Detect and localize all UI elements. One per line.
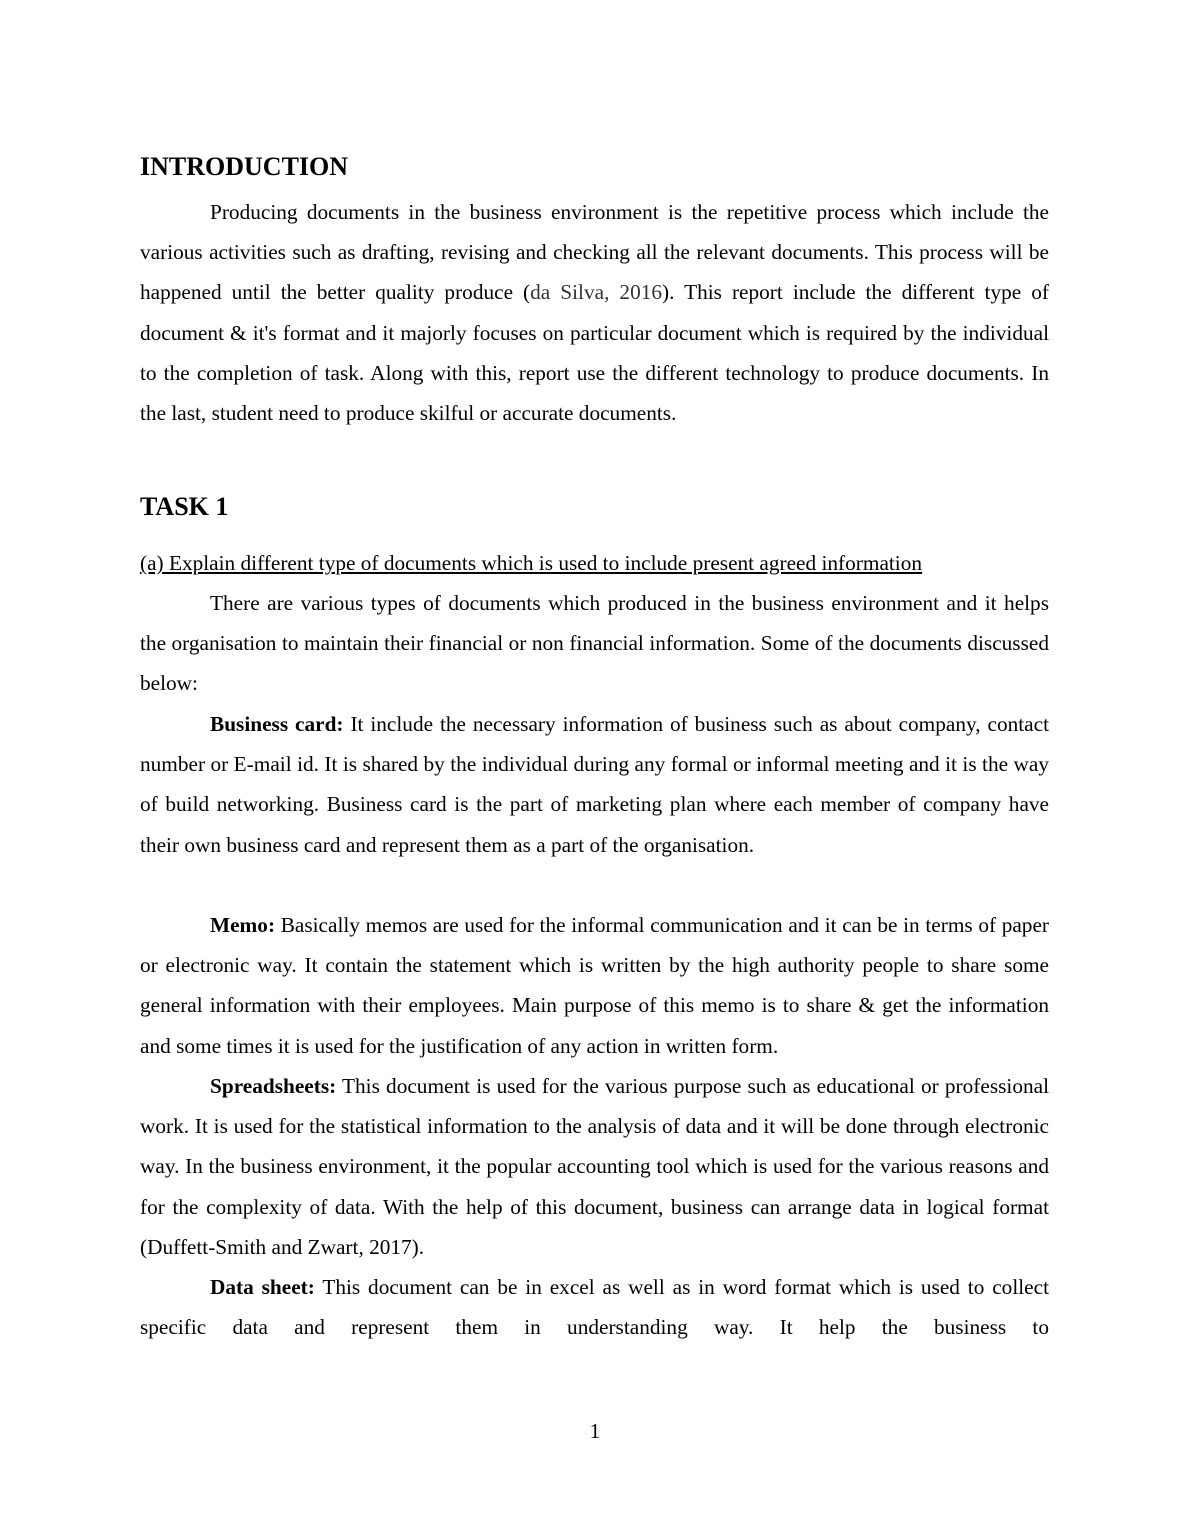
page-number: 1 <box>589 1419 601 1443</box>
memo-paragraph <box>140 905 1049 1066</box>
business-card-paragraph <box>140 704 1049 865</box>
task1-heading: TASK 1 <box>140 492 229 521</box>
data-sheet-term: Data sheet: <box>210 1275 315 1299</box>
intro-citation: da Silva, 2016 <box>530 280 663 305</box>
memo-term: Memo: <box>210 913 276 937</box>
data-sheet-paragraph <box>140 1267 1049 1347</box>
spreadsheets-paragraph <box>140 1066 1049 1267</box>
introduction-paragraph <box>140 192 1049 433</box>
memo-text: Basically memos are used for the informal communication and it can be in terms of paper or electronic way. It contain the statement which is written by the high authority people to share some general information with their employees. Main purpose of this memo is to share & get the information and some times it is used for the justification of any action in written form. <box>140 913 1049 1058</box>
intro-text-end: ). This report include the different type of document & it's format and it majorly focuses on particular document which is required by the individual to the completion of task. Along with this, report use the different technology to produce documents. In the last, student need to produce skilful or accurate documents. <box>140 280 1049 426</box>
task1-subheading: (a) Explain different type of documents which is used to include present agreed information <box>140 551 923 575</box>
document-types-overview: There are various types of documents which produced in the business environment and it helps the organisation to maintain their financial or non financial information. Some of the documents discussed below: <box>140 591 1049 696</box>
business-card-term: Business card: <box>210 712 344 736</box>
introduction-heading: INTRODUCTION <box>140 152 349 181</box>
spreadsheets-term: Spreadsheets: <box>210 1074 337 1098</box>
data-sheet-text: This document can be in excel as well as in word format which is used to collect specific data and represent them in understanding way. It help the business to <box>140 1275 1049 1340</box>
business-card-text: It include the necessary information of business such as about company, contact number or E-mail id. It is shared by the individual during any formal or informal meeting and it is the way of build networking. Business card is the part of marketing plan where each member of company have their own business card and represent them as a part of the organisation. <box>140 712 1049 857</box>
intro-text-start: Producing documents in the business environment is the repetitive process which include the various activities such as drafting, revising and checking all the relevant documents. This process will be happened until the better quality produce ( <box>140 200 1049 305</box>
spreadsheets-text: This document is used for the various purpose such as educational or professional work. It is used for the statistical information to the analysis of data and it will be done through electronic way. In the business environment, it the popular accounting tool which is used for the various reasons and for the complexity of data. With the help of this document, business can arrange data in logical format (Duffett-Smith and Zwart, 2017). <box>140 1074 1049 1259</box>
